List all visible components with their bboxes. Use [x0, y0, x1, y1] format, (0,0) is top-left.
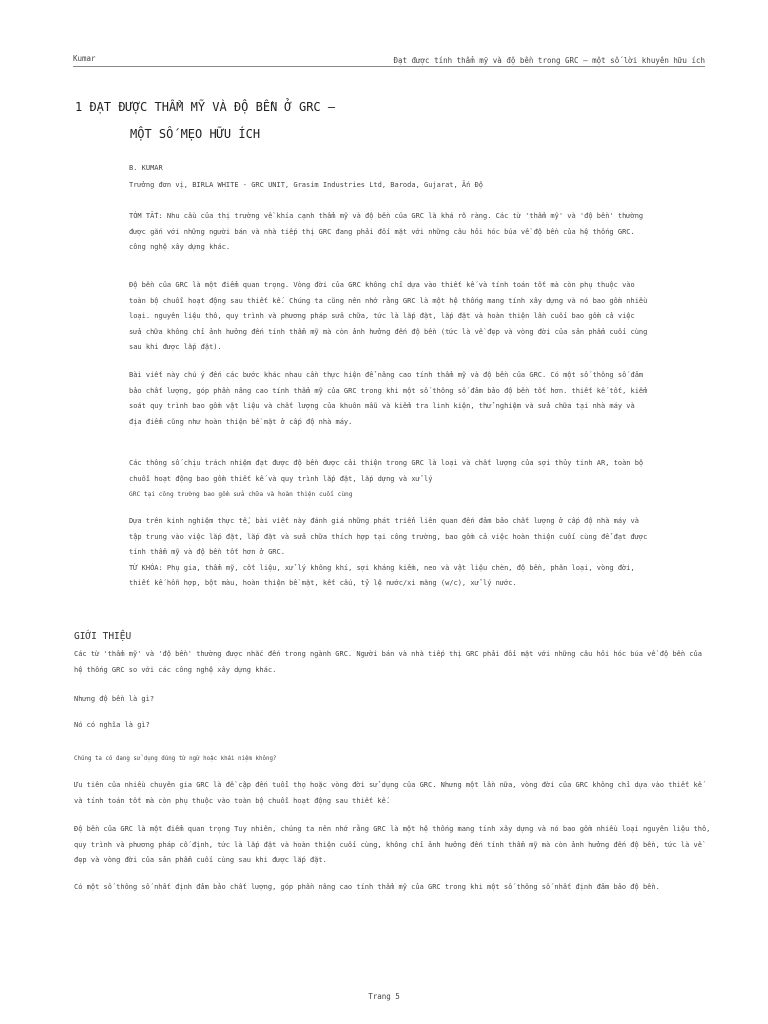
page-number: Trang 5: [368, 992, 400, 1001]
intro-question-1: Nhưng độ bền là gì?: [74, 695, 155, 703]
running-header-author: Kumar: [73, 54, 96, 63]
intro-paragraph-4: Có một số thông số nhất định đảm bảo chất lượng, góp phần nâng cao tính thẩm mỹ của GRC trong khi một số thông số nhất định đảm bảo độ bền.: [74, 883, 660, 891]
intro-paragraph-1: Các từ 'thẩm mỹ' và 'độ bền' thường được nhắc đến trong ngành GRC. Người bán và nhà tiếp thị GRC phải đối mặt với những câu hỏi hóc búa về độ bền của hệ thống GRC so với các công nghệ xây dựng khác.: [74, 650, 702, 674]
intro-paragraph-3: Độ bền của GRC là một điểm quan trọng Tuy nhiên, chúng ta nên nhớ rằng GRC là một hệ thống mang tính xây dựng và nó bao gồm nhiều loại nguyên liệu thô, quy trình và phương pháp cố định, tức là lắp đặt và hoàn thiện cuối cùng, không chỉ ảnh hưởng đến tính thẩm mỹ mà còn ảnh hưởng đến độ bền, tức là về đẹp và vòng đời của sản phẩm cuối cùng sau khi được lắp đặt.: [74, 825, 711, 865]
abstract-paragraph: TÓM TẮT: Nhu cầu của thị trường về khía cạnh thẩm mỹ và độ bền của GRC là khá rõ ràng. Các từ 'thẩm mỹ' và 'độ bền' thường được gắn với những người bán và nhà tiếp thị GRC đang phải đối mặt với những câu hỏi hóc búa về độ bền của hệ thống GRC. công nghệ xây dựng khác.: [129, 212, 644, 252]
abstract-steps-paragraph: Bài viết này chú ý đến các bước khác nhau cần thực hiện để nâng cao tính thẩm mỹ và độ bền của GRC. Có một số thông số đảm bảo chất lượng, góp phần nâng cao tính thẩm mỹ của GRC trong khi một số thông số đảm bảo độ bền tốt hơn. thiết kế tốt, kiểm soát quy trình bao gồm vật liệu và chất lượng của khuôn mẫu và kiểm tra linh kiện, thử nghiệm và sửa chữa tại nhà máy và địa điểm cũng như hoàn thiện bề mặt ở cấp độ nhà máy.: [129, 371, 648, 426]
header-rule: [73, 66, 705, 67]
abstract-experience-block: [129, 514, 649, 592]
abstract-durability-paragraph: Độ bền của GRC là một điểm quan trọng. Vòng đời của GRC không chỉ dựa vào thiết kế và tính toán tốt mà còn phụ thuộc vào toàn bộ chuỗi hoạt động sau thiết kế. Chúng ta cũng nên nhớ rằng GRC là một hệ thống mang tính xây dựng và nó bao gồm nhiều loại. nguyên liệu thô, quy trình và phương pháp sửa chữa, tức là lắp đặt, lắp đặt và hoàn thiện lần cuối bao gồm cả việc sửa chữa không chỉ ảnh hưởng đến tính thẩm mỹ mà còn ảnh hưởng đến độ bền (tức là về đẹp và vòng đời của sản phẩm cuối cùng sau khi được lắp đặt).: [129, 281, 648, 352]
keywords-paragraph: TỪ KHÓA: Phụ gia, thẩm mỹ, cốt liệu, xử lý không khí, sợi kháng kiềm, neo và vật liệu chèn, độ bền, phân loại, vòng đời, thiết kế hỗn hợp, bột màu, hoàn thiện bề mặt, kết cấu, tỷ lệ nước/xi măng (w/c), xử lý nước.: [129, 563, 635, 588]
author-affiliation: Trưởng đơn vị, BIRLA WHITE - GRC UNIT, Grasim Industries Ltd, Baroda, Gujarat, Ấn Độ: [129, 181, 484, 189]
running-header-title: Đạt được tính thẩm mỹ và độ bền trong GRC – một số lời khuyên hữu ích: [393, 56, 705, 65]
intro-heading: GIỚI THIỆU: [74, 631, 132, 642]
intro-paragraph-2: Ưu tiên của nhiều chuyên gia GRC là đề cập đến tuổi thọ hoặc vòng đời sử dụng của GRC. Nhưng một lần nữa, vòng đời của GRC không chỉ dựa vào thiết kế và tính toán tốt mà còn phụ thuộc vào toàn bộ chuỗi hoạt động sau thiết kế.: [74, 781, 702, 805]
paper-title: [75, 94, 335, 148]
abstract-experience-paragraph: Dựa trên kinh nghiệm thực tế, bài viết này đánh giá những phát triển liên quan đến đảm bảo chất lượng ở cấp độ nhà máy và tập trung vào việc lắp đặt, lắp đặt và sửa chữa thích hợp tại công trường, bao gồm cả việc hoàn thiện cuối cùng để đạt được tính thẩm mỹ và độ bền tốt hơn ở GRC.: [129, 517, 648, 557]
intro-question-3: Chúng ta có đang sử dụng đúng từ ngữ hoặc khái niệm không?: [74, 756, 277, 762]
abstract-parameters-paragraph: [129, 456, 649, 503]
intro-question-2: Nó có nghĩa là gì?: [74, 721, 150, 729]
paper-title-line-1: 1 ĐẠT ĐƯỢC THẨM MỸ VÀ ĐỘ BỀN Ở GRC –: [75, 100, 336, 114]
abstract-parameters-note: GRC tại công trường bao gồm sửa chữa và hoàn thiện cuối cùng: [129, 491, 353, 499]
author-name: B. KUMAR: [129, 164, 163, 172]
abstract-parameters-text: Các thông số chịu trách nhiệm đạt được độ bền được cải thiện trong GRC là loại và chất lượng của sợi thủy tinh AR, toàn bộ chuỗi hoạt động bao gồm thiết kế và quy trình lắp đặt, lắp dựng và xử lý: [129, 459, 644, 483]
paper-title-line-2: MỘT SỐ MẸO HỮU ÍCH: [130, 127, 261, 141]
